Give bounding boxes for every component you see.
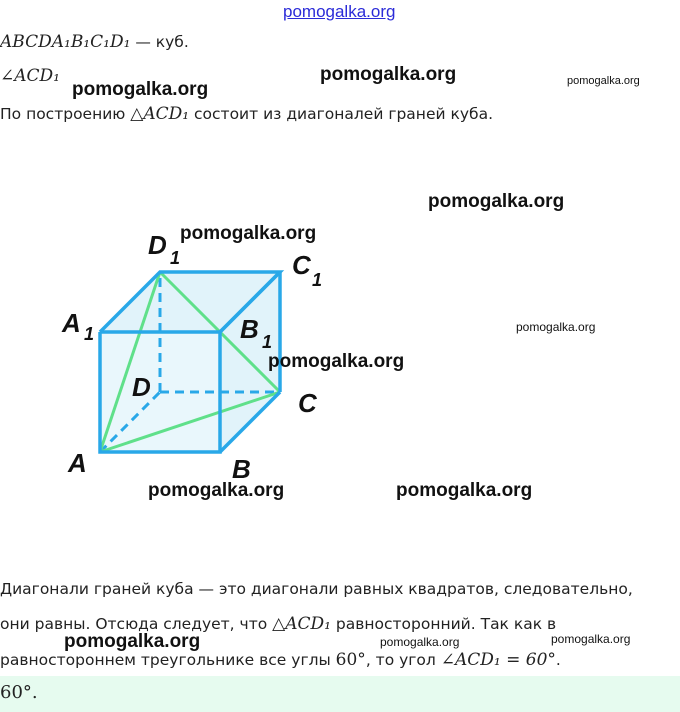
label-D1: D	[148, 230, 167, 260]
label-B: B	[232, 454, 251, 484]
label-C: C	[298, 388, 317, 418]
label-A: A	[68, 448, 87, 478]
answer-box	[0, 676, 680, 712]
watermark: pomogalka.org	[148, 480, 285, 501]
answer-end: .	[31, 682, 38, 703]
cube-name: ABCDA₁B₁C₁D₁	[0, 32, 131, 52]
conclusion-line-3-end: .	[555, 651, 561, 669]
conclusion-line-2-suffix: равносторонний. Так как в	[330, 615, 557, 633]
construction-prefix: По построению	[0, 105, 131, 123]
label-D1-sub: 1	[170, 248, 181, 268]
label-A1-sub: 1	[84, 324, 95, 344]
conclusion-line-3	[0, 650, 561, 670]
watermark: pomogalka.org	[551, 632, 631, 646]
construction-suffix: состоит из диагоналей граней куба.	[189, 105, 493, 123]
label-B1: B	[240, 314, 259, 344]
watermark-top-link[interactable]: pomogalka.org	[283, 2, 396, 21]
angle-name: ACD₁	[14, 66, 60, 86]
conclusion-line-3-prefix: равностороннем треугольнике все углы	[0, 651, 336, 669]
watermark: pomogalka.org	[268, 351, 405, 372]
watermark: pomogalka.org	[320, 64, 457, 85]
answer-number: 60°	[0, 682, 32, 703]
cube-suffix: — куб.	[130, 33, 189, 51]
conclusion-line-1: Диагонали граней куба — это диагонали равных квадратов, следовательно,	[0, 580, 633, 598]
conclusion-angle: ∠ACD₁ = 60°	[440, 650, 556, 670]
watermark: pomogalka.org	[567, 75, 640, 87]
conclusion-triangle: △ACD₁	[272, 614, 331, 634]
label-C1: C	[292, 250, 311, 280]
watermark: pomogalka.org	[72, 79, 209, 100]
watermark: pomogalka.org	[396, 480, 533, 501]
conclusion-angle-value: 60°	[335, 650, 366, 670]
angle-symbol: ∠	[0, 66, 15, 86]
label-D: D	[132, 372, 151, 402]
watermark: pomogalka.org	[428, 191, 565, 212]
triangle-name: ACD₁	[143, 104, 190, 124]
conclusion-line-2-prefix: они равны. Отсюда следует, что	[0, 615, 273, 633]
triangle-symbol: △	[130, 104, 144, 124]
label-B1-sub: 1	[262, 332, 273, 352]
watermark: pomogalka.org	[180, 223, 317, 244]
watermark: pomogalka.org	[516, 320, 596, 334]
answer-value	[0, 682, 38, 703]
watermark: pomogalka.org	[380, 635, 460, 649]
conclusion-line-3-middle: , то угол	[365, 651, 441, 669]
label-A1: A	[62, 308, 81, 338]
label-C1-sub: 1	[312, 270, 323, 290]
watermark: pomogalka.org	[64, 631, 201, 652]
